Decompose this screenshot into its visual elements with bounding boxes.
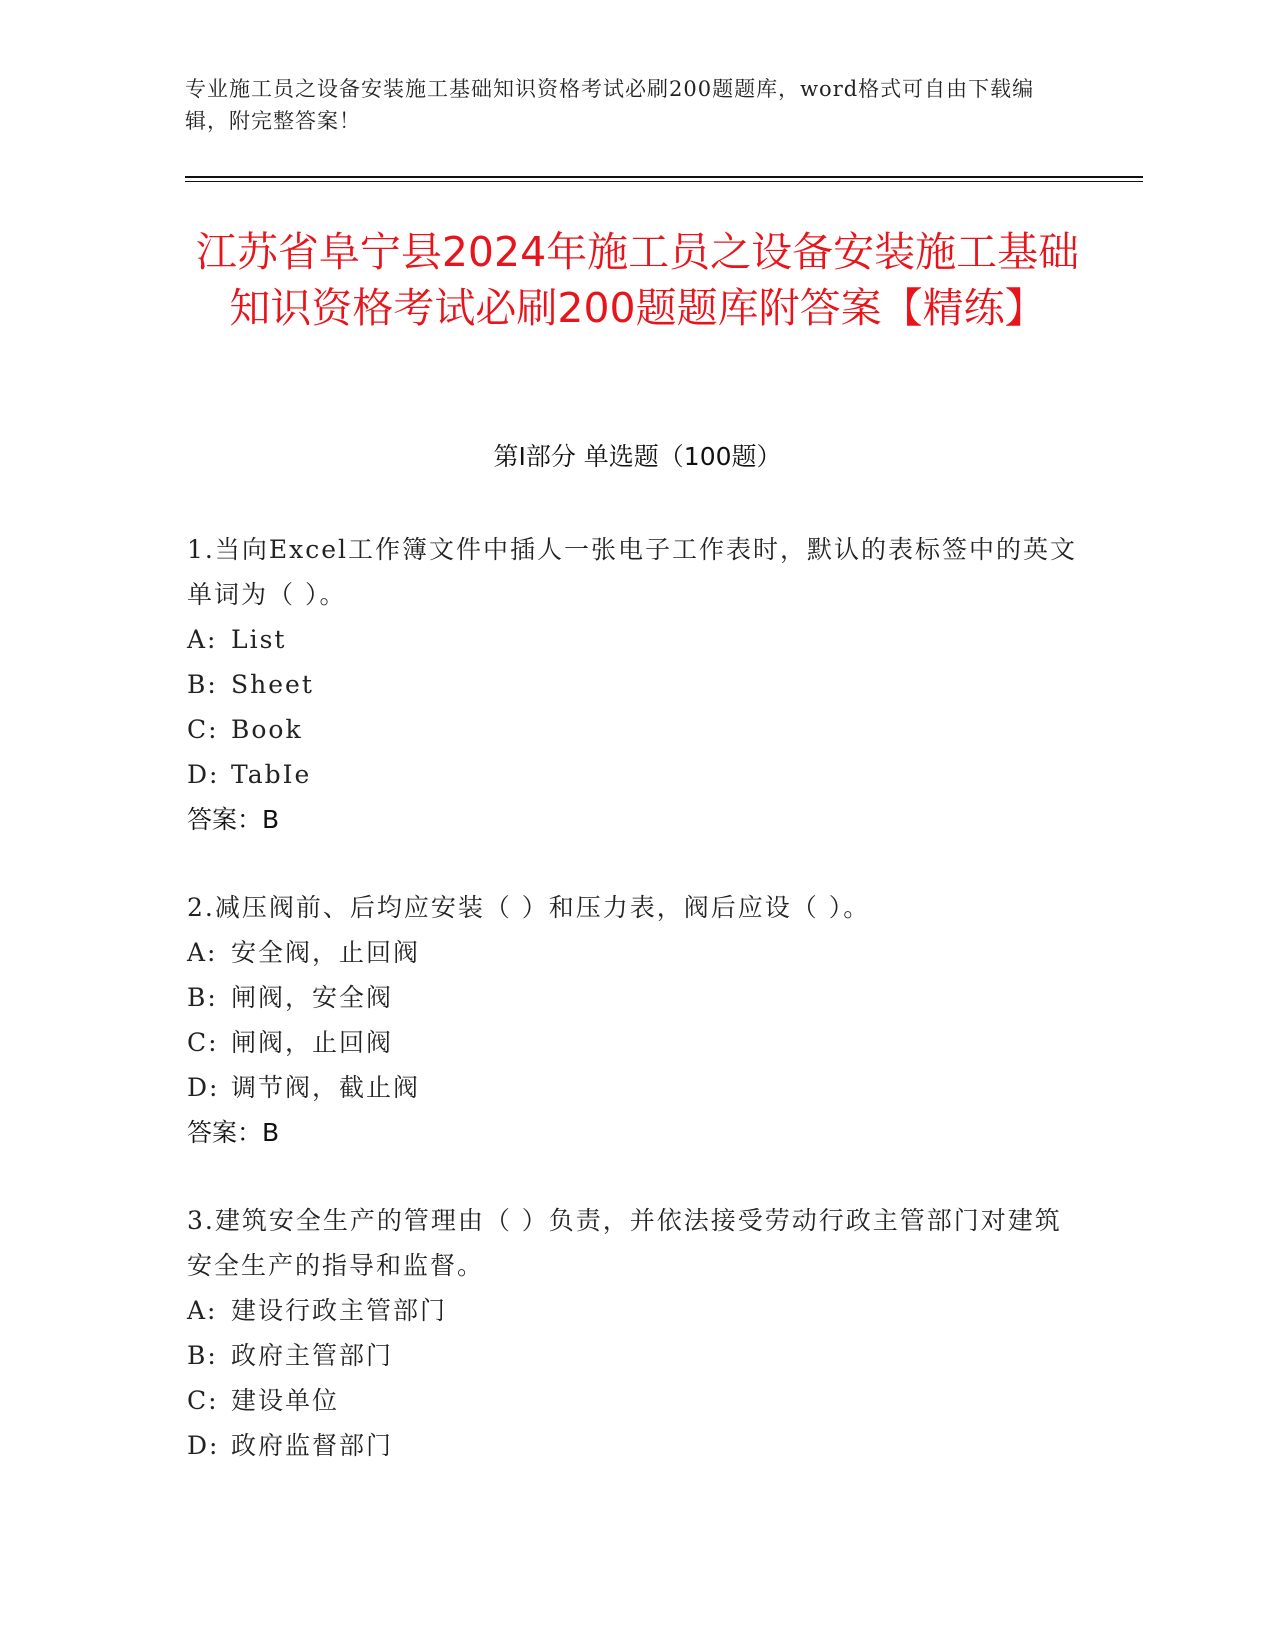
option-label: A: (187, 938, 218, 967)
option-label: A: (187, 1296, 218, 1325)
option-a (187, 617, 1087, 662)
option-label: C: (187, 715, 219, 744)
question-2 (187, 885, 1087, 1155)
option-b (187, 662, 1087, 707)
option-d (187, 1423, 1087, 1468)
option-text: 闸阀，安全阀 (231, 983, 394, 1012)
option-c (187, 707, 1087, 752)
option-text: TabIe (231, 760, 312, 789)
option-label: D: (187, 1431, 220, 1460)
option-d (187, 1065, 1087, 1110)
option-text: 建设行政主管部门 (231, 1296, 448, 1325)
option-label: C: (187, 1028, 219, 1057)
section-title: 第Ⅰ部分 单选题（100题） (493, 442, 782, 471)
header-note: 专业施工员之设备安装施工基础知识资格考试必刷200题题库，word格式可自由下载编辑，附完整答案！ (185, 77, 1035, 133)
question-3 (187, 1198, 1087, 1468)
option-label: B: (187, 983, 218, 1012)
document-title: 江苏省阜宁县2024年施工员之设备安装施工基础知识资格考试必刷200题题库附答案【精练】 (195, 228, 1080, 332)
question-text: 2.减压阀前、后均应安装（ ）和压力表，阀后应设（ ）。 (187, 893, 871, 922)
option-label: D: (187, 760, 220, 789)
option-c (187, 1020, 1087, 1065)
option-text: 建设单位 (231, 1386, 340, 1415)
option-text: 安全阀，止回阀 (231, 938, 421, 967)
header-rule-thick (185, 176, 1143, 178)
option-a (187, 930, 1087, 975)
option-text: List (231, 625, 287, 654)
option-label: B: (187, 1341, 218, 1370)
question-1 (187, 527, 1087, 842)
option-text: 政府主管部门 (231, 1341, 394, 1370)
option-label: C: (187, 1386, 219, 1415)
option-text: Sheet (231, 670, 314, 699)
option-label: D: (187, 1073, 220, 1102)
option-text: 调节阀，截止阀 (231, 1073, 421, 1102)
option-text: Book (231, 715, 303, 744)
option-a (187, 1288, 1087, 1333)
option-d (187, 752, 1087, 797)
option-c (187, 1378, 1087, 1423)
answer-line: 答案：B (187, 1118, 280, 1147)
question-text: 3.建筑安全生产的管理由（ ）负责，并依法接受劳动行政主管部门对建筑安全生产的指导和监督。 (187, 1206, 1062, 1280)
question-text: 1.当向Excel工作簿文件中插人一张电子工作表时，默认的表标签中的英文单词为（ ）。 (187, 535, 1077, 609)
option-label: B: (187, 670, 218, 699)
option-b (187, 975, 1087, 1020)
option-b (187, 1333, 1087, 1378)
answer-line: 答案：B (187, 805, 280, 834)
option-text: 闸阀，止回阀 (231, 1028, 394, 1057)
option-label: A: (187, 625, 218, 654)
header-rule-thin (185, 181, 1143, 182)
option-text: 政府监督部门 (231, 1431, 394, 1460)
question-list (187, 527, 1087, 1511)
